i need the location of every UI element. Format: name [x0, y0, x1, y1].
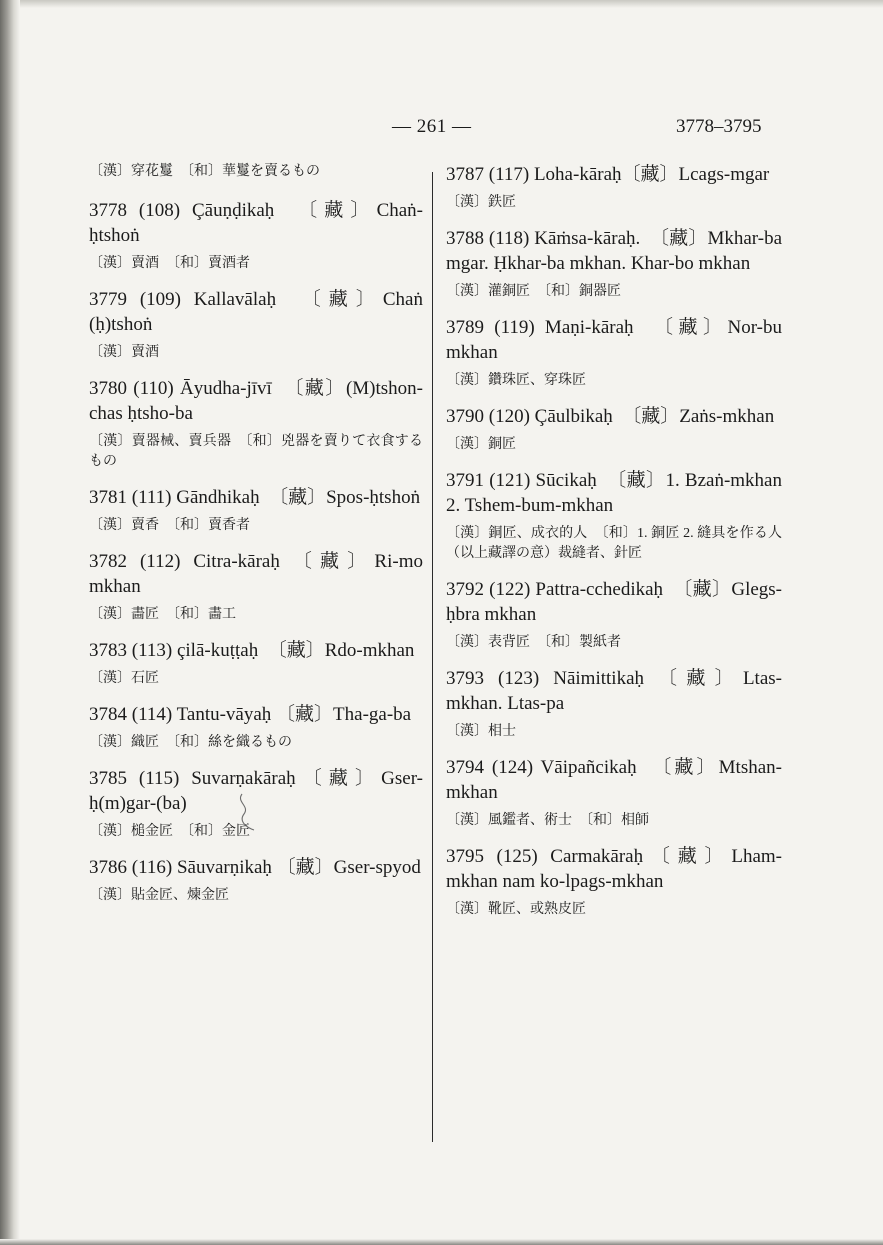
entry-gloss: 〔漢〕貼金匠、煉金匠: [89, 888, 229, 903]
entry-3781: [89, 485, 423, 536]
entry-3792: [446, 577, 782, 653]
entry-head: 3789 (119) Maṇi-kāraḥ 〔藏〕Nor-bu mkhan: [446, 317, 782, 363]
entry-head: 3792 (122) Pattra-cchedikaḥ 〔藏〕Glegs-ḥbra mkhan: [446, 579, 782, 625]
entry-head: 3780 (110) Āyudha-jīvī 〔藏〕(M)tshon-chas ḥtsho-ba: [89, 378, 423, 424]
entry-gloss: 〔漢〕鑽珠匠、穿珠匠: [446, 373, 586, 388]
entry-gloss: 〔漢〕表背匠 〔和〕製紙者: [446, 635, 621, 650]
entry-gloss: 〔漢〕槌金匠 〔和〕金匠: [89, 824, 250, 839]
page-edge-bottom: [0, 1239, 883, 1245]
column-divider: [432, 172, 433, 1142]
entry-3778: [89, 198, 423, 274]
entry-3787: [446, 162, 782, 213]
entry-head: 3784 (114) Tantu-vāyaḥ 〔藏〕Tha-ga-ba: [89, 704, 412, 725]
entry-head: 3795 (125) Carmakāraḥ〔藏〕Lham-mkhan nam ko-lpags-mkhan: [446, 846, 782, 892]
entry-3795: [446, 844, 782, 920]
entry-head: 3786 (116) Sāuvarṇikaḥ 〔藏〕Gser-spyod: [89, 857, 421, 878]
entry-gloss: 〔漢〕相士: [446, 724, 516, 739]
entry-3782: [89, 549, 423, 625]
entry-head: 3781 (111) Gāndhikaḥ 〔藏〕Spos-ḥtshoṅ: [89, 487, 421, 508]
entry-gloss: 〔漢〕鉄匠: [446, 195, 516, 210]
entry-3789: [446, 315, 782, 391]
entry-head: 3790 (120) Çāulbikaḥ 〔藏〕Zaṅs-mkhan: [446, 406, 775, 427]
entry-head: 3791 (121) Sūcikaḥ 〔藏〕1. Bzaṅ-mkhan 2. Tshem-bum-mkhan: [446, 470, 802, 516]
entry-gloss: 〔漢〕銅匠: [446, 437, 516, 452]
entry-head: 3778 (108) Çāuṇḍikaḥ 〔藏〕Chaṅ-ḥtshoṅ: [89, 200, 423, 246]
entry-3780: [89, 376, 423, 472]
entry-gloss: 〔漢〕賣香 〔和〕賣香者: [89, 518, 250, 533]
entry-gloss: 〔漢〕銅匠、成衣的人 〔和〕1. 銅匠 2. 縫具を作る人（以上藏譯の意）裁縫者、針匠: [446, 526, 782, 561]
entry-head: 3788 (118) Kāṁsa-kāraḥ. 〔藏〕Mkhar-ba mgar. Ḥkhar-ba mkhan. Khar-bo mkhan: [446, 228, 782, 274]
entry-head: 3783 (113) çilā-kuṭṭaḥ 〔藏〕Rdo-mkhan: [89, 640, 415, 661]
page-number: — 261 —: [392, 116, 472, 137]
entry-3788: [446, 226, 782, 302]
entry-gloss: 〔漢〕畵匠 〔和〕畵工: [89, 607, 236, 622]
entry-gloss: 〔漢〕灌銅匠 〔和〕銅器匠: [446, 284, 621, 299]
pencil-mark: [236, 792, 258, 834]
entry-range: 3778–3795: [676, 116, 762, 137]
entry-3786: [89, 855, 423, 906]
entry-3794: [446, 755, 782, 831]
entry-3784: [89, 702, 423, 753]
entry-3791: [446, 468, 802, 564]
entry-head: 3782 (112) Citra-kāraḥ 〔藏〕Ri-mo mkhan: [89, 551, 423, 597]
page-edge-top: [0, 0, 883, 8]
entry-head: 3794 (124) Vāipañcikaḥ 〔藏〕Mtshan-mkhan: [446, 757, 782, 803]
entry-3790: [446, 404, 782, 455]
entry-gloss: 〔漢〕賣酒: [89, 345, 159, 360]
page-edge-left: [0, 0, 20, 1245]
entry-gloss: 〔漢〕風鑑者、術士 〔和〕相師: [446, 813, 649, 828]
entry-head: 3787 (117) Loha-kāraḥ〔藏〕Lcags-mgar: [446, 164, 770, 185]
entry-gloss: 〔漢〕賣酒 〔和〕賣酒者: [89, 256, 250, 271]
entry-head: 3793 (123) Nāimittikaḥ 〔藏〕Ltas-mkhan. Ltas-pa: [446, 668, 782, 714]
entry-gloss: 〔漢〕石匠: [89, 671, 159, 686]
entry-gloss: 〔漢〕織匠 〔和〕絲を織るもの: [89, 735, 292, 750]
right-column: [446, 162, 802, 933]
entry-gloss: 〔漢〕靴匠、或熟皮匠: [446, 902, 586, 917]
entry-3779: [89, 287, 423, 363]
entry-head: 3779 (109) Kallavālaḥ 〔藏〕Chaṅ (ḥ)tshoṅ: [89, 289, 423, 335]
entry-head: 3785 (115) Suvarṇakāraḥ〔藏〕Gser-ḥ(m)gar-(ba): [89, 768, 423, 814]
continued-line: 〔漢〕穿花鬘 〔和〕華鬘を賣るもの: [89, 164, 320, 179]
entry-3783: [89, 638, 423, 689]
entry-gloss: 〔漢〕賣器械、賣兵器 〔和〕兇器を賣りて衣食するもの: [89, 434, 423, 469]
entry-3793: [446, 666, 782, 742]
